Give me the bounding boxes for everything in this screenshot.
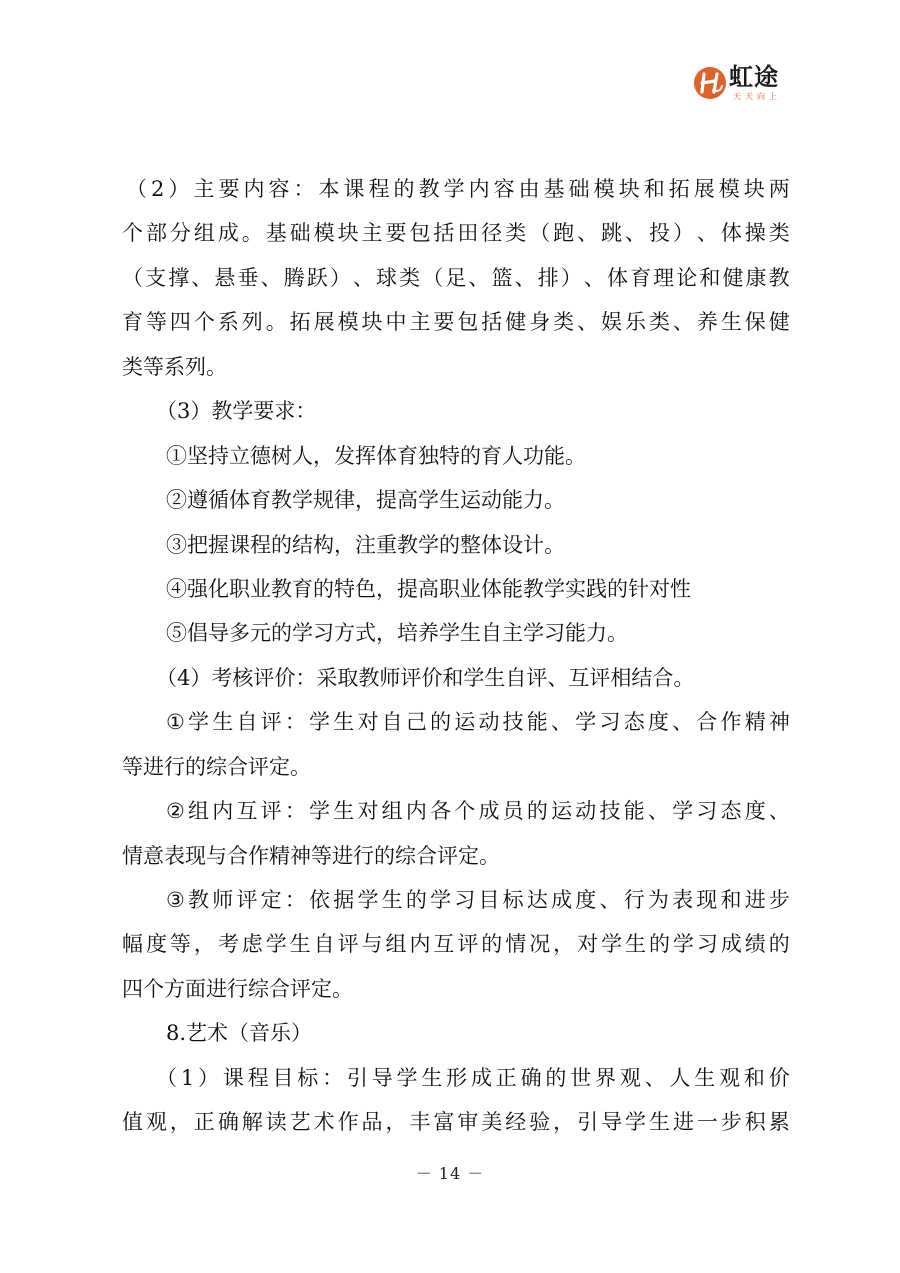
list-item: ① 学 生 自 评 ： 学 生 对 自 己 的 运 动 技 能 、 学 习 态 度 、 合 作 精 神 [166, 710, 790, 735]
paragraph-line: （ 1 ） 课 程 目 标 ： 引 导 学 生 形 成 正 确 的 世 界 观 、 人 生 观 和 价 [156, 1065, 790, 1090]
list-item: ②遵循体育教学规律，提高学生运动能力。 [166, 488, 565, 513]
list-item: ③把握课程的结构，注重教学的整体设计。 [166, 532, 565, 557]
paragraph-line: （ 2 ） 主 要 内 容 ： 本 课 程 的 教 学 内 容 由 基 础 模 块 和 拓 展 模 块 两 [126, 177, 790, 201]
paragraph-line: 情意表现与合作精神等进行的综合评定。 [122, 843, 500, 868]
paragraph-line: （ 支 撑 、 悬 垂 、 腾 跃 ） 、 球 类 （ 足 、 篮 、 排 ） 、 体 育 理 论 和 健 康 教 [122, 265, 790, 290]
list-item: ⑤倡导多元的学习方式，培养学生自主学习能力。 [166, 621, 628, 646]
paragraph-line: 四个方面进行综合评定。 [122, 976, 353, 1001]
paragraph-line: 幅 度 等 ， 考 虑 学 生 自 评 与 组 内 互 评 的 情 况 ， 对 学 生 的 学 习 成 绩 的 [122, 932, 790, 957]
document-body [122, 167, 790, 1145]
paragraph-line: 值 观 ， 正 确 解 读 艺 术 作 品 ， 丰 富 审 美 经 验 ， 引 导 学 生 进 一 步 积 累 [122, 1110, 790, 1135]
brand-slogan: 天天向上 [733, 92, 781, 101]
brand-logo [693, 62, 793, 106]
section-heading: （3）教学要求： [156, 399, 317, 424]
page-number: － 14 － [415, 1164, 485, 1183]
list-item: ③ 教 师 评 定 ： 依 据 学 生 的 学 习 目 标 达 成 度 、 行 为 表 现 和 进 步 [166, 888, 790, 912]
list-item: ④强化职业教育的特色，提高职业体能教学实践的针对性 [166, 576, 691, 601]
paragraph-line: 类等系列。 [122, 354, 227, 379]
section-heading: （4）考核评价：采取教师评价和学生自评、互评相结合。 [156, 665, 695, 690]
paragraph-line: 个 部 分 组 成 。 基 础 模 块 主 要 包 括 田 径 类 （ 跑 、 跳 、 投 ） 、 体 操 类 [122, 221, 790, 246]
brand-name: 虹途 [729, 63, 779, 91]
list-item: ①坚持立德树人，发挥体育独特的育人功能。 [166, 443, 586, 468]
list-item: ② 组 内 互 评 ： 学 生 对 组 内 各 个 成 员 的 运 动 技 能 、 学 习 态 度 、 [166, 799, 790, 824]
section-heading: 8.艺术（音乐） [166, 1021, 313, 1046]
paragraph-line: 等进行的综合评定。 [122, 754, 311, 779]
brand-mark-icon [693, 66, 727, 100]
paragraph-line: 育 等 四 个 系 列 。 拓 展 模 块 中 主 要 包 括 健 身 类 、 娱 乐 类 、 养 生 保 健 [122, 310, 790, 335]
